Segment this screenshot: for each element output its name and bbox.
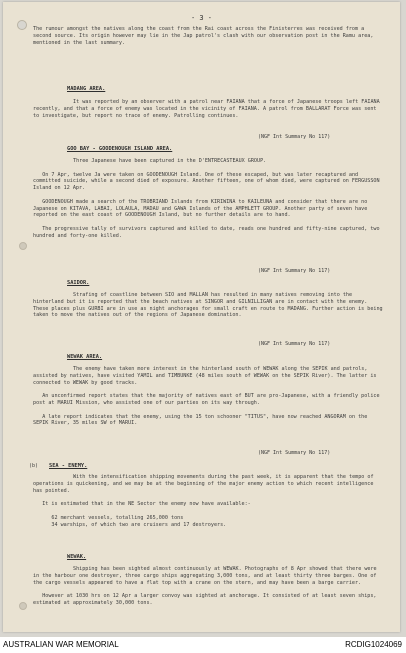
summary-reference: (NGF Int Summary No 117) [258,134,331,140]
section-body-goodenough: Three Japanese have been captured in the D'ENTRECASTEAUX GROUP. On 7 Apr, twelve Ja were taken on GOODENOUGH Island. One of these escaped, but was later recaptured and committed suicide, while a second died of exposure. Another fifteen, one of whom died, were captured on FERGUSSON Island on 12 Apr. GOODENOUGH made a search of the TROBRIAND Islands from KIRIWINA to KAILEUNA and consider that there are no Japanese on KITAVA, LABAI, LOLAULA, MADAU and GAWA Islands of the AMPHLETT GROUP. Another party of seven have reported on the east coast of GOODENOUGH Island, but no further details are to hand. The progressive tally of survivors captured and killed to date, reads one hundred and fifty-nine captured, two hundred and forty-one killed. [33,158,380,239]
section-label: (b) [29,463,39,469]
summary-reference: (NGF Int Summary No 117) [258,341,331,347]
section-body-wewak-area: The enemy have taken more interest in the hinterland south of WEWAK along the SEPIK and patrols, assisted by natives, have visited YAMIL and TIMBUNKE (48 miles south of WEWAK on the SEPIK River). The latter is connected to WEWAK by good tracks. An unconfirmed report states that the majority of natives east of BUT are pro-Japanese, with a friendly police post at MARUI Mission, who assisted one of our parties on its way through. A late report indicates that the enemy, using the 15 ton schooner "TITUS", have now reached ANGORAM on the SEPIK River, 35 miles SW of MARUI. [33,366,380,427]
section-body-wewak: Shipping has been sighted almost continuously at WEWAK. Photographs of 8 Apr showed that there were in the harbour one destroyer, three cargo ships aggregating 3,000 tons, and at least thirty three barges. One of the cargo vessels appeared to have a flat top with a crane on the stern, and may have been a barge carrier. However at 1030 hrs on 12 Apr a larger convoy was sighted at anchorage. It consisted of at least seven ships, estimated at approximately 30,000 tons. [33,566,377,606]
record-id: RCDIG1024069 [345,640,402,649]
section-heading-saidor: SAIDOR. [67,280,90,286]
page-number: - 3 - [190,14,213,22]
margin-punch [19,242,27,250]
section-heading-goodenough: GOO BAY - GOODENOUGH ISLAND AREA. [67,146,173,152]
document-page [3,2,400,632]
archive-footer [0,637,406,653]
intro-paragraph: The rumour amongst the natives along the coast from the Rai coast across the Finisterres was received from a second source. Its origin however may lie in the Jap patrol's clash with our observation post in the Ramu area, mentioned in the last summary. [33,26,377,46]
section-body-madang: It was reported by an observer with a patrol near FAIANA that a force of Japanese troops left FAIANA recently, and that a force of enemy was located in the vicinity of FAIANA. A patrol from BALLARAT Force was sent to investigate, but report no trace of enemy. Patrolling continues. [33,99,383,119]
summary-reference: (NGF Int Summary No 117) [258,450,331,456]
section-body-saidor: Strafing of coastline between SIO and MALLAN has resulted in many natives removing into the hinterland but it is reported that the beach natives at SINGOR and GILNILLIGAN are in contact with the enemy. These places plus GURBI are in use as night anchorages for small craft en route to MADANG. Further action is being taken to move the natives out of the regions of Japanese domination. [33,292,386,319]
section-heading-wewak-area: WEWAK AREA. [67,354,103,360]
margin-punch [19,602,27,610]
section-heading-wewak: WEWAK. [67,554,87,560]
summary-reference: (NGF Int Summary No 117) [258,268,331,274]
section-heading-madang: MADANG AREA. [67,86,106,92]
section-body-sea-enemy: With the intensification shipping movements during the past week, it is apparent that the tempo of operations is quickening, and we may be at the beginning of the major enemy action to which recent intelligence has pointed. It is estimated that in the NE Sector the enemy now have available:- 62 merchant vessels, totalling 265,000 tons 34 warships, of which two are cruisers and 17 destroyers. [33,474,374,528]
archive-name: AUSTRALIAN WAR MEMORIAL [3,640,119,649]
section-heading-sea-enemy: SEA - ENEMY. [49,463,88,469]
